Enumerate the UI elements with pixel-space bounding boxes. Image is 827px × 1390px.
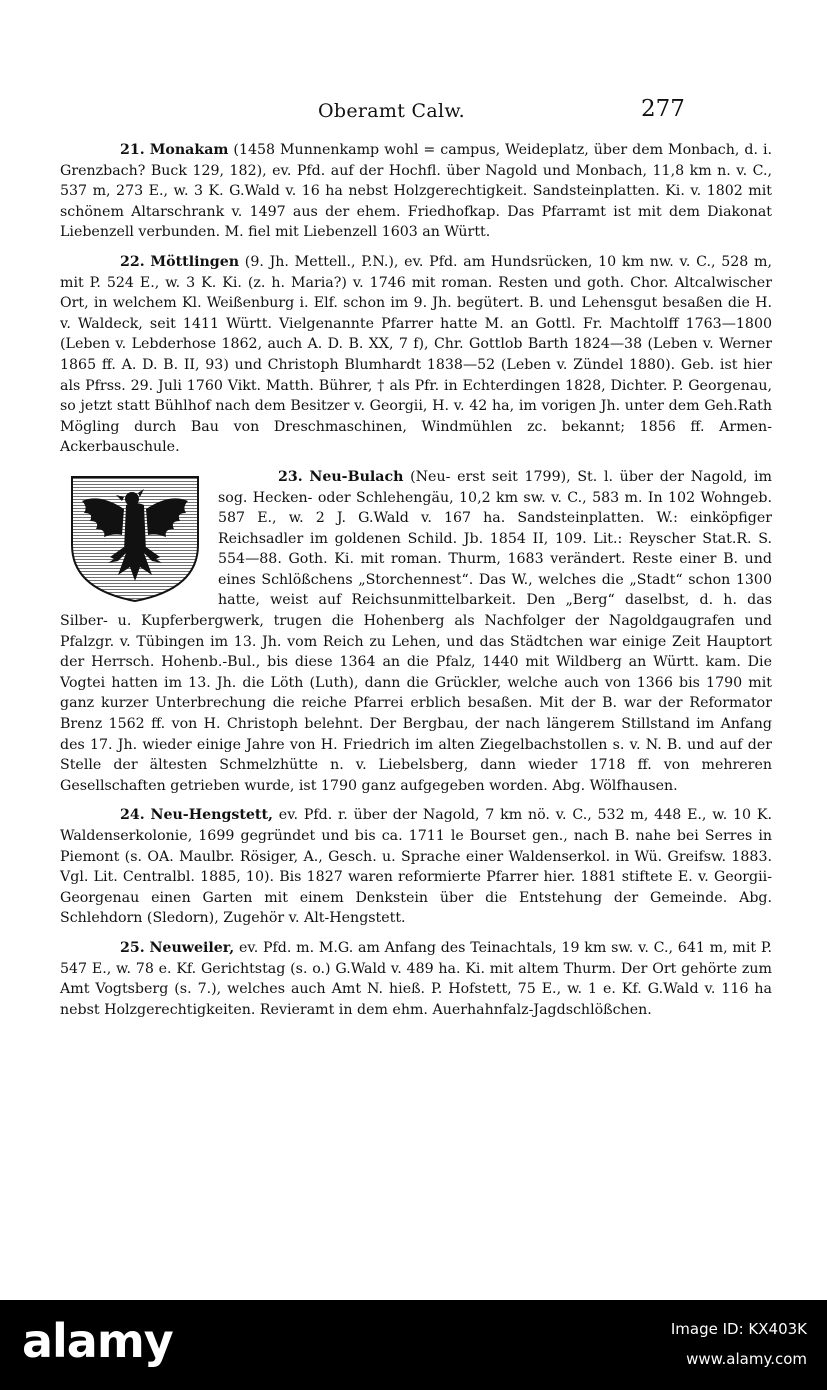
entry-text: ev. Pfd. r. über der Nagold, 7 km nö. v. C., 532 m, 448 E., w. 10 K. Waldenserkolonie, 1699 gegründet und bis ca. 1711 le Bourset gen., nach B. nahe bei Serres in Piemont (s. OA. Maulbr. Rösiger, A., Gesch. u. Sprache einer Waldenserkol. in Wü. Greifsw. 1883. Vgl. Lit. Centralbl. 1885, 10). Bis 1827 waren reformierte Pfarrer hier. 1881 stiftete E. v. Georgii-Georgenau einen Garten mit einem Denkstein über die Entstehung der Gemeinde. Abg. Schlehdorn (Sledorn), Zugehör v. Alt-Hengstett.: [60, 807, 772, 927]
entry-name: Neu-Bulach: [309, 468, 404, 485]
entry-23: [60, 467, 772, 797]
entry-number: 22.: [120, 253, 145, 270]
entry-22: [60, 252, 772, 458]
entry-text: (1458 Munnenkamp wohl = campus, Weideplatz, über dem Monbach, d. i. Grenzbach? Buck 129, 182), ev. Pfd. auf der Hochfl. über Nagold und Monbach, 11,8 km n. v. C., 537 m, 273 E., w. 3 K. G.Wald v. 16 ha nebst Holzgerechtigkeit. Sandsteinplatten. Ki. v. 1802 mit schönem Altarschrank v. 1497 aus der ehem. Friedhofkap. Das Pfarramt ist mit dem Diakonat Liebenzell verbunden. M. fiel mit Liebenzell 1603 an Württ.: [60, 142, 773, 241]
page-header: [0, 96, 827, 126]
entry-number: 24.: [120, 807, 145, 824]
entry-name: Möttlingen: [150, 253, 240, 270]
running-title: Oberamt Calw.: [318, 100, 465, 122]
page-body: [60, 140, 772, 1029]
watermark-logo: alamy: [22, 1314, 173, 1368]
entry-21: [60, 140, 772, 243]
entry-text: (9. Jh. Mettell., P.N.), ev. Pfd. am Hundsrücken, 10 km nw. v. C., 528 m, mit P. 524 E., w. 3 K. Ki. (z. h. Maria?) v. 1746 mit roman. Resten und goth. Chor. Altcalwischer Ort, in welchem Kl. Weißenburg i. Elf. schon im 9. Jh. begütert. B. und Lehensgut besaßen die H. v. Waldeck, seit 1411 Württ. Vielgenannte Pfarrer hatte M. an Gottl. Fr. Machtolff 1763—1800 (Leben v. Lebderhose 1862, auch A. D. B. XX, 7 f), Chr. Gottlob Barth 1824—38 (Leben v. Werner 1865 ff. A. D. B. II, 93) und Christoph Blumhardt 1838—52 (Leben v. Zündel 1880). Geb. ist hier als Pfrss. 29. Juli 1760 Vikt. Matth. Bührer, † als Pfr. in Echterdingen 1828, Dichter. P. Georgenau, so jetzt statt Bühlhof nach dem Besitzer v. Georgii, H. v. 42 ha, im vorigen Jh. unter dem Geh.Rath Mögling durch Bau von Dreschmaschinen, Windmühlen zc. bekannt; 1856 ff. Armen-Ackerbauschule.: [60, 253, 772, 456]
site-url-label: www.alamy.com: [686, 1350, 807, 1368]
entry-25: [60, 938, 772, 1020]
entry-name: Neuweiler,: [149, 939, 235, 956]
entry-name: Monakam: [149, 142, 229, 158]
entry-name: Neu-Hengstett,: [150, 807, 273, 824]
entry-number: 21.: [120, 142, 145, 158]
image-id-label: Image ID: KX403K: [670, 1320, 807, 1338]
entry-24: [60, 805, 772, 929]
entry-text: ev. Pfd. m. M.G. am Anfang des Teinachtals, 19 km sw. v. C., 641 m, mit P. 547 E., w. 78 e. Kf. Gerichtstag (s. o.) G.Wald v. 489 ha. Ki. mit altem Thurm. Der Ort gehörte zum Amt Vogtsberg (s. 7.), welches auch Amt N. hieß. P. Hofstett, 75 E., w. 1 e. Kf. G.Wald v. 116 ha nebst Holzgerechtigkeiten. Revieramt in dem ehm. Auerhahnfalz-Jagdschlößchen.: [60, 939, 772, 1018]
page-number: 277: [641, 96, 685, 122]
entry-number: 23.: [278, 468, 303, 485]
eagle-coat-of-arms-icon: [60, 471, 210, 605]
watermark-footer: [0, 1300, 827, 1390]
entry-number: 25.: [120, 939, 145, 956]
entry-text: (Neu- erst seit 1799), St. l. über der Nagold, im sog. Hecken- oder Schlehengäu, 10,2 km sw. v. C., 583 m. In 102 Wohngeb. 587 E., w. 2 J. G.Wald v. 167 ha. Sandsteinplatten. W.: einköpfiger Reichsadler im goldenen Schild. Jb. 1854 II, 109. Lit.: Reyscher Stat.R. S. 554—88. Goth. Ki. mit roman. Thurm, 1683 verändert. Reste einer B. und eines Schlößchens „Storchennest“. Das W., welches die „Stadt“ schon 1300 hatte, weist auf Reichsunmittelbarkeit. Den „Berg“ daselbst, d. h. das Silber- u. Kupferbergwerk, trugen die Hohenberg als Nachfolger der Nagoldgaugrafen und Pfalzgr. v. Tübingen im 13. Jh. vom Reich zu Lehen, und das Städtchen war einige Zeit Hauptort der Herrsch. Hohenb.-Bul., bis diese 1364 an die Pfalz, 1440 mit Wildberg an Württ. kam. Die Vogtei hatten im 13. Jh. die Löth (Luth), dann die Grückler, welche auch von 1366 bis 1790 mit ganz kurzer Unterbrechung die reiche Pfarrei erblich besaßen. Mit der B. war der Reformator Brenz 1562 ff. von H. Christoph belehnt. Der Bergbau, der nach längerem Stillstand im Anfang des 17. Jh. wieder einige Jahre von H. Friedrich im alten Ziegelbachstollen s. v. N. B. und auf der Stelle der ältesten Schmelzhütte n. v. Liebelsberg, dann wieder 1718 ff. von mehreren Gesellschaften getrieben wurde, ist 1790 ganz aufgegeben worden. Abg. Wölfhausen.: [60, 468, 772, 794]
